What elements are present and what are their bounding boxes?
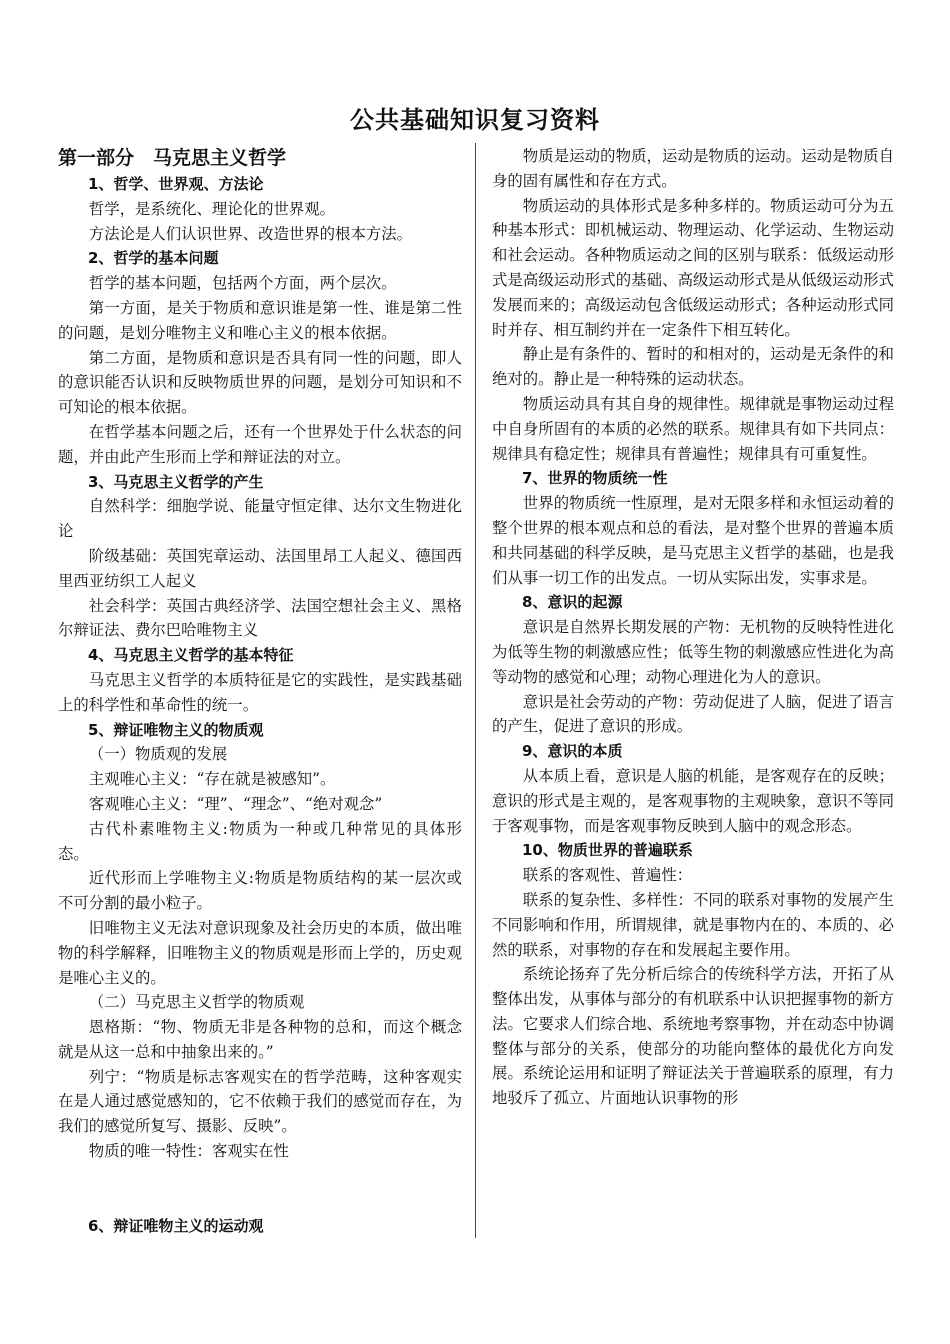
paragraph: 物质是运动的物质，运动是物质的运动。运动是物质自身的固有属性和存在方式。 bbox=[492, 147, 894, 190]
paragraph: 第二方面，是物质和意识是否具有同一性的问题，即人的意识能否认识和反映物质世界的问题，是划分可知识和不可知论的根本依据。 bbox=[58, 348, 462, 417]
paragraph: 旧唯物主义无法对意识现象及社会历史的本质，做出唯物的科学解释，旧唯物主义的物质观是形而上学的，历史观是唯心主义的。 bbox=[58, 918, 462, 987]
paragraph: 阶级基础：英国宪章运动、法国里昂工人起义、德国西里西亚纺织工人起义 bbox=[58, 546, 462, 590]
paragraph: 世界的物质统一性原理，是对无限多样和永恒运动着的整个世界的根本观点和总的看法，是对整个世界的普遍本质和共同基础的科学反映，是马克思主义哲学的基础，也是我们从事一切工作的出发点。一切从实际出发，实事求是。 bbox=[492, 494, 894, 587]
paragraph: 马克思主义哲学的本质特征是它的实践性，是实践基础上的科学性和革命性的统一。 bbox=[58, 670, 462, 714]
heading-7: 7、世界的物质统一性 bbox=[522, 469, 668, 488]
paragraph: 哲学，是系统化、理论化的世界观。 bbox=[88, 199, 336, 218]
heading-9: 9、意识的本质 bbox=[522, 742, 623, 761]
paragraph: 列宁：“物质是标志客观实在的哲学范畴，这种客观实在是人通过感觉感知的，它不依赖于我们的感觉而存在，为我们的感觉所复写、摄影、反映”。 bbox=[58, 1067, 462, 1136]
paragraph: 从本质上看，意识是人脑的机能，是客观存在的反映；意识的形式是主观的，是客观事物的主观映象，意识不等同于客观事物，而是客观事物反映到人脑中的观念形态。 bbox=[492, 766, 894, 835]
subheading: （一）物质观的发展 bbox=[88, 745, 228, 764]
paragraph: 物质运动的具体形式是多种多样的。物质运动可分为五种基本形式：即机械运动、物理运动、化学运动、生物运动和社会运动。各种物质运动之间的区别与联系：低级运动形式是高级运动形式的基础、高级运动形式是从低级运动形式发展而来的；高级运动包含低级运动形式；各种运动形式同时并存、相互制约并在一定条件下相互转化。 bbox=[492, 196, 894, 339]
paragraph: 在哲学基本问题之后，还有一个世界处于什么状态的问题，并由此产生形而上学和辩证法的对立。 bbox=[58, 422, 462, 466]
blank-space bbox=[58, 1164, 462, 1214]
paragraph: 近代形而上学唯物主义:物质是物质结构的某一层次或不可分割的最小粒子。 bbox=[58, 869, 462, 913]
paragraph: 主观唯心主义：“存在就是被感知”。 bbox=[88, 770, 336, 789]
paragraph: 意识是自然界长期发展的产物：无机物的反映特性进化为低等生物的刺激感应性；低等生物的刺激感应性进化为高等动物的感觉和心理；动物心理进化为人的意识。 bbox=[492, 618, 894, 686]
subheading: （二）马克思主义哲学的物质观 bbox=[88, 993, 305, 1012]
paragraph: 物质的唯一特性：客观实在性 bbox=[88, 1142, 289, 1161]
paragraph: 古代朴素唯物主义:物质为一种或几种常见的具体形态。 bbox=[58, 819, 462, 863]
paragraph: 客观唯心主义：“理”、“理念”、“绝对观念” bbox=[88, 794, 383, 813]
paragraph: 社会科学：英国古典经济学、法国空想社会主义、黑格尔辩证法、费尔巴哈唯物主义 bbox=[58, 596, 462, 640]
document-title: 公共基础知识复习资料 bbox=[350, 106, 600, 134]
part-title: 第一部分 马克思主义哲学 bbox=[58, 147, 287, 169]
paragraph: 系统论扬弃了先分析后综合的传统科学方法，开拓了从整体出发，从事体与部分的有机联系中认识把握事物的新方法。它要求人们综合地、系统地考察事物，并在动态中协调整体与部分的关系，使部分的功能向整体的最优化方向发展。系统论运用和证明了辩证法关于普遍联系的原理，有力地驳斥了孤立、片面地认识事物的形 bbox=[492, 965, 894, 1108]
paragraph: 物质运动具有其自身的规律性。规律就是事物运动过程中自身所固有的本质的必然的联系。规律具有如下共同点：规律具有稳定性；规律具有普遍性；规律具有可重复性。 bbox=[492, 394, 894, 463]
paragraph: 恩格斯：“物、物质无非是各种物的总和，而这个概念就是从这一总和中抽象出来的。” bbox=[58, 1018, 462, 1061]
heading-10: 10、物质世界的普遍联系 bbox=[522, 841, 693, 860]
heading-3: 3、马克思主义哲学的产生 bbox=[88, 472, 264, 491]
paragraph: 方法论是人们认识世界、改造世界的根本方法。 bbox=[88, 224, 413, 243]
paragraph: 哲学的基本问题，包括两个方面，两个层次。 bbox=[88, 274, 397, 293]
paragraph: 联系的客观性、普遍性： bbox=[522, 866, 693, 885]
heading-8: 8、意识的起源 bbox=[522, 593, 623, 612]
left-column bbox=[58, 144, 462, 1239]
paragraph: 自然科学：细胞学说、能量守恒定律、达尔文生物进化论 bbox=[58, 497, 462, 541]
heading-2: 2、哲学的基本问题 bbox=[88, 249, 219, 268]
paragraph: 意识是社会劳动的产物：劳动促进了人脑，促进了语言的产生，促进了意识的形成。 bbox=[492, 692, 894, 736]
heading-6: 6、辩证唯物主义的运动观 bbox=[88, 1216, 264, 1235]
heading-4: 4、马克思主义哲学的基本特征 bbox=[88, 646, 294, 665]
column-divider bbox=[475, 143, 476, 1238]
heading-1: 1、哲学、世界观、方法论 bbox=[88, 175, 264, 193]
paragraph: 联系的复杂性、多样性：不同的联系对事物的发展产生不同影响和作用，所谓规律，就是事物内在的、本质的、必然的联系，对事物的存在和发展起主要作用。 bbox=[492, 890, 894, 959]
paragraph: 第一方面，是关于物质和意识谁是第一性、谁是第二性的问题，是划分唯物主义和唯心主义的根本依据。 bbox=[58, 298, 462, 342]
paragraph: 静止是有条件的、暂时的和相对的，运动是无条件的和绝对的。静止是一种特殊的运动状态。 bbox=[492, 345, 894, 389]
right-column bbox=[492, 144, 894, 1111]
heading-5: 5、辩证唯物主义的物质观 bbox=[88, 720, 264, 739]
